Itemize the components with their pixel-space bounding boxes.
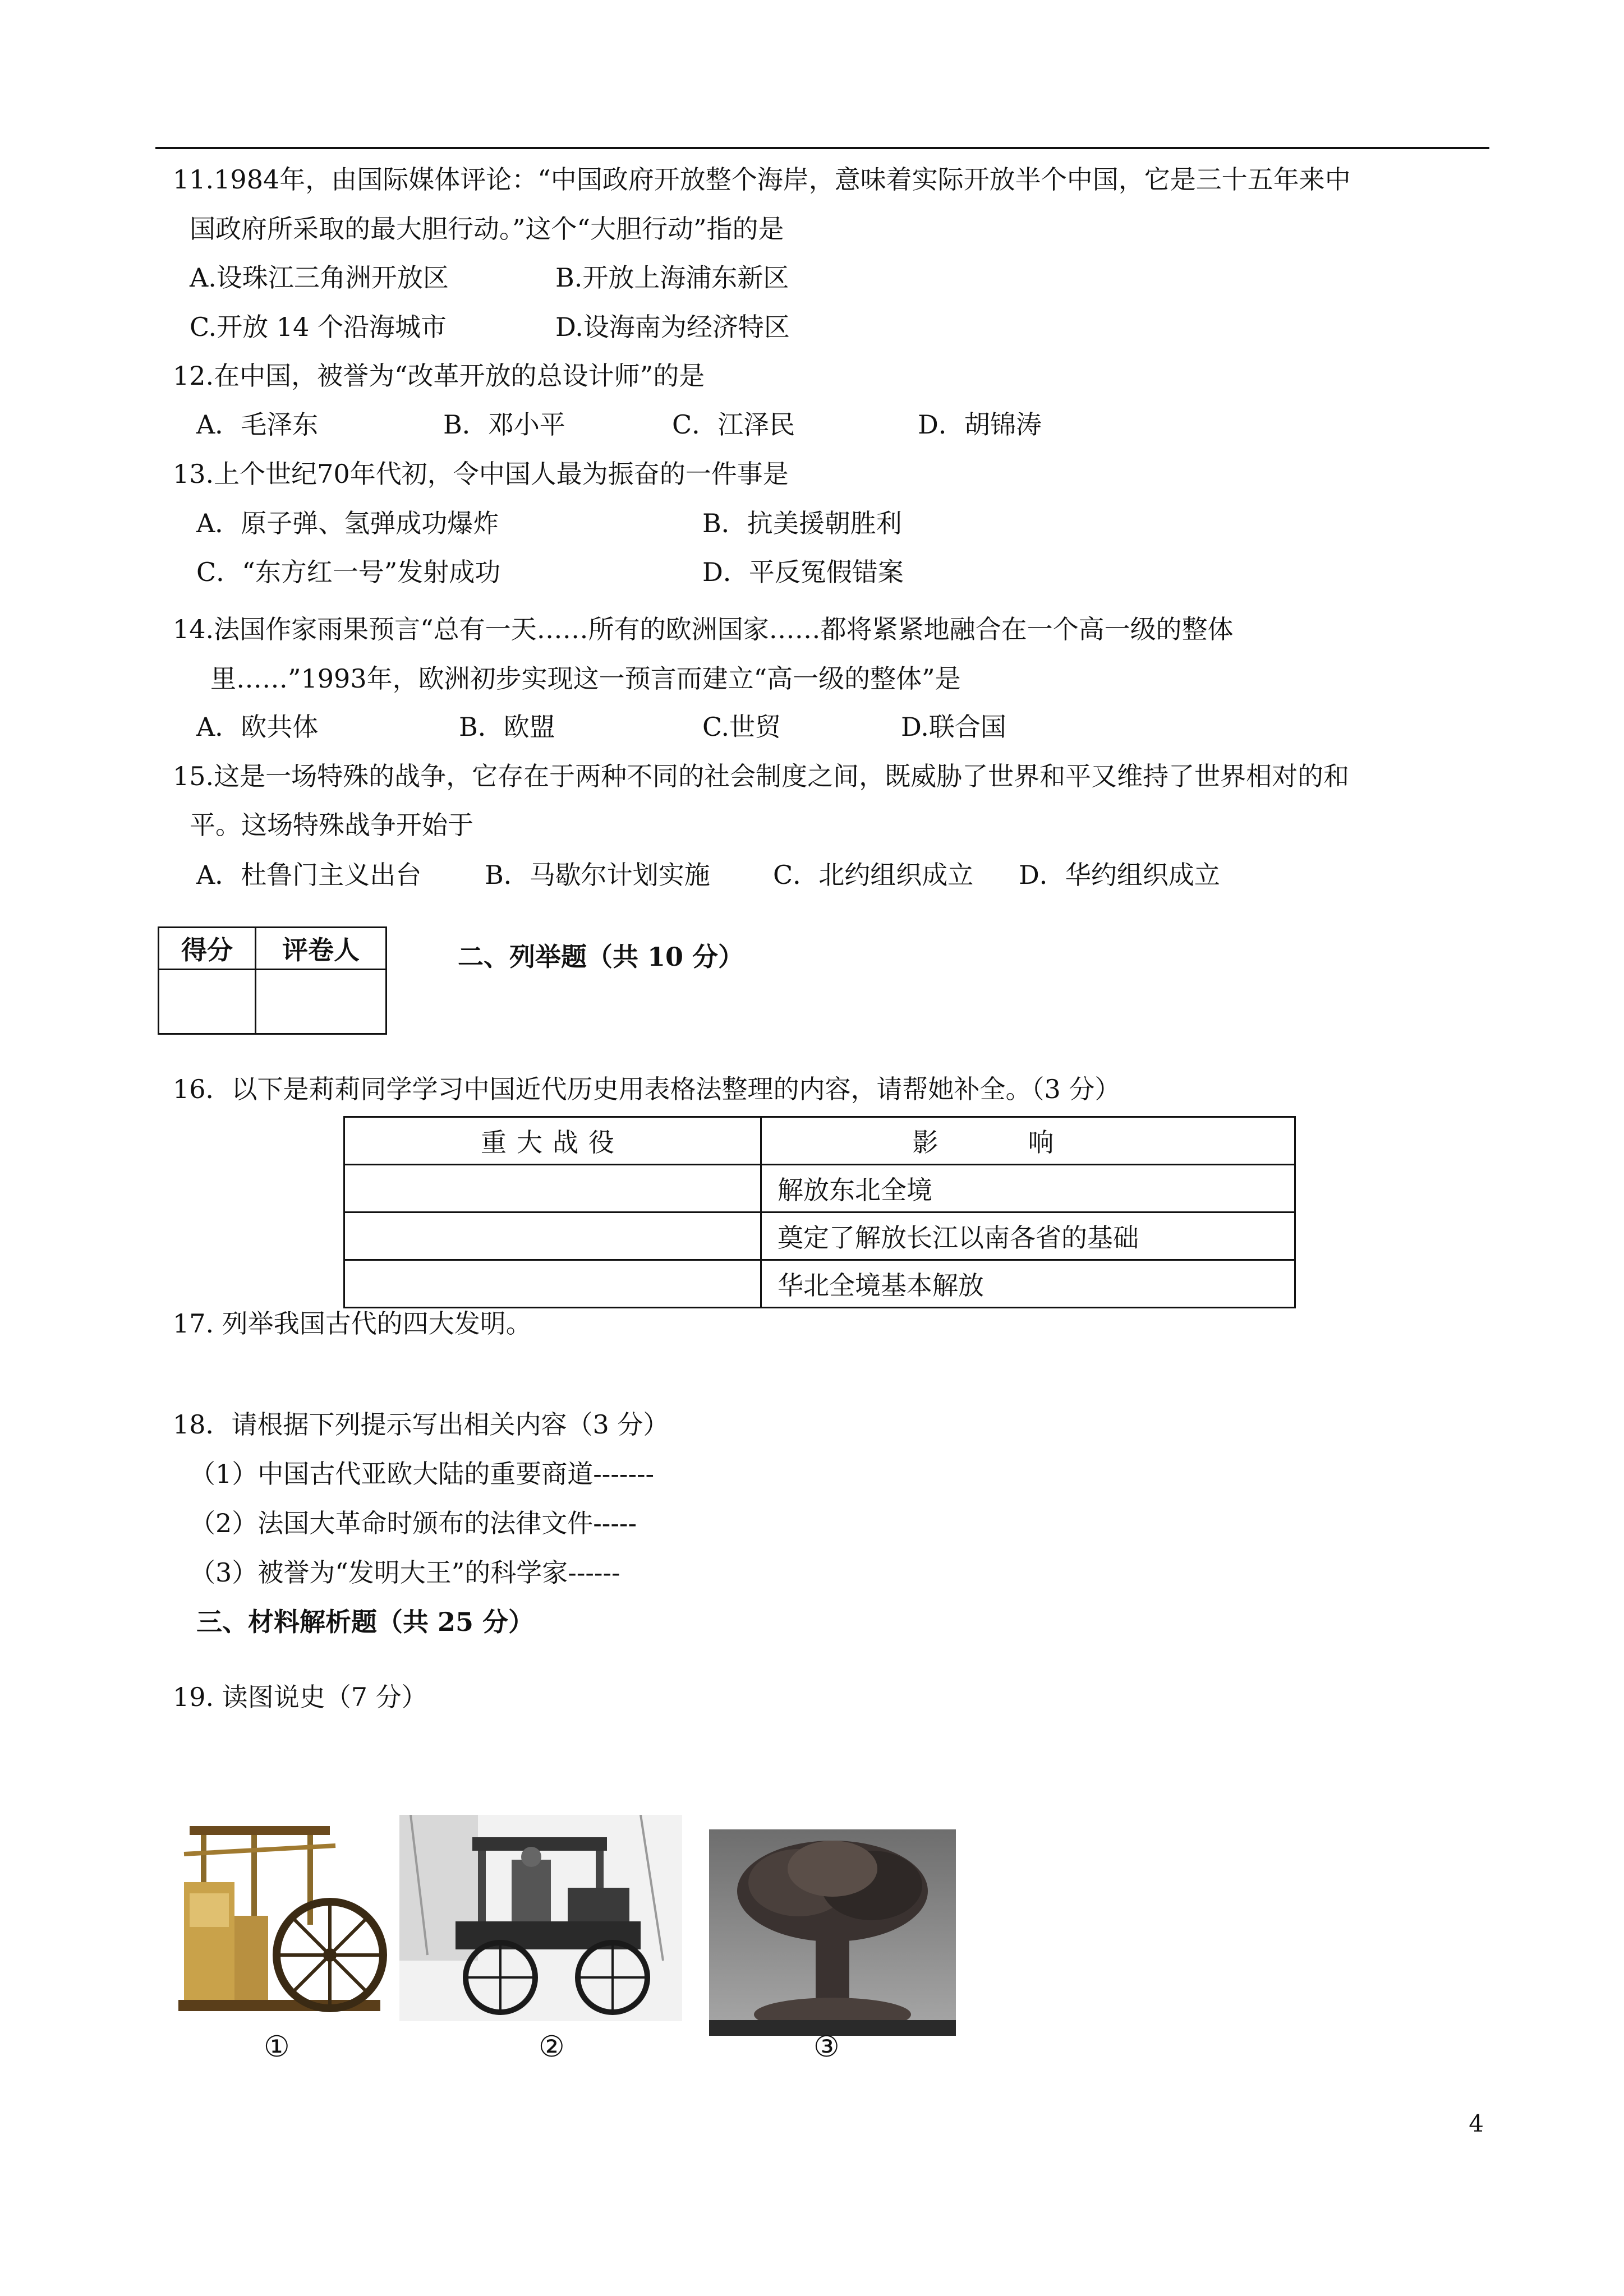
section3-title: 三、材料解析题（共 25 分） [196, 1607, 535, 1637]
q14-option-a: A．欧共体 [196, 712, 319, 742]
q11-option-a: A.设珠江三角洲开放区 [190, 262, 449, 293]
impact-cell-1: 解放东北全境 [761, 1165, 1295, 1212]
battle-blank-1[interactable] [344, 1165, 761, 1212]
q15-line2: 平。这场特殊战争开始于 [190, 810, 473, 840]
q18-item-2: （2）法国大革命时颁布的法律文件----- [190, 1508, 637, 1538]
q15-option-c: C．北约组织成立 [773, 860, 974, 890]
q14-option-d: D.联合国 [901, 712, 1006, 742]
grader-cell [256, 970, 387, 1034]
figure-caption-2: ② [539, 2030, 565, 2064]
header-battle: 重大战役 [344, 1117, 761, 1165]
q13-option-a: A．原子弹、氢弹成功爆炸 [196, 508, 499, 538]
q17-stem: 17. 列举我国古代的四大发明。 [173, 1308, 532, 1339]
q15-line1: 15.这是一场特殊的战争，它存在于两种不同的社会制度之间，既威胁了世界和平又维持了世界相对的和 [173, 761, 1350, 791]
section2-title: 二、列举题（共 10 分） [458, 942, 744, 972]
q16-stem: 16．以下是莉莉同学学习中国近代历史用表格法整理的内容，请帮她补全。（3 分） [173, 1074, 1121, 1104]
q15-option-d: D．华约组织成立 [1019, 860, 1220, 890]
battle-blank-3[interactable] [344, 1260, 761, 1308]
q13-option-b: B．抗美援朝胜利 [702, 508, 902, 538]
q13-option-d: D．平反冤假错案 [702, 557, 904, 587]
battle-blank-2[interactable] [344, 1212, 761, 1260]
q13-stem: 13.上个世纪70年代初，令中国人最为振奋的一件事是 [173, 459, 789, 489]
q18-item-1: （1）中国古代亚欧大陆的重要商道------- [190, 1459, 655, 1489]
table-header-row [344, 1117, 1295, 1165]
figure-caption-1: ① [264, 2030, 290, 2064]
header-impact: 影响 [761, 1117, 1295, 1165]
header-rule [155, 147, 1489, 149]
q13-option-c: C．“东方红一号”发射成功 [196, 557, 501, 587]
table-row [344, 1165, 1295, 1212]
score-cell [159, 970, 256, 1034]
score-box [158, 926, 387, 1035]
steam-engine-image [167, 1815, 387, 2021]
q12-stem: 12.在中国，被誉为“改革开放的总设计师”的是 [173, 361, 705, 391]
q12-option-d: D．胡锦涛 [918, 409, 1042, 440]
q11-option-d: D.设海南为经济特区 [555, 312, 790, 342]
q18-stem: 18．请根据下列提示写出相关内容（3 分） [173, 1409, 669, 1440]
q18-item-3: （3）被誉为“发明大王”的科学家------ [190, 1557, 620, 1588]
table-row [344, 1260, 1295, 1308]
q12-option-c: C．江泽民 [672, 409, 795, 440]
impact-cell-2: 奠定了解放长江以南各省的基础 [761, 1212, 1295, 1260]
q12-option-b: B．邓小平 [443, 409, 565, 440]
q15-option-a: A．杜鲁门主义出台 [196, 860, 422, 890]
q14-option-b: B．欧盟 [459, 712, 555, 742]
table-row [344, 1212, 1295, 1260]
q11-option-c: C.开放 14 个沿海城市 [190, 312, 447, 342]
q19-stem: 19. 读图说史（7 分） [173, 1682, 427, 1712]
q11-line2: 国政府所采取的最大胆行动。”这个“大胆行动”指的是 [190, 214, 784, 244]
figure-caption-3: ③ [813, 2030, 840, 2064]
q14-option-c: C.世贸 [702, 712, 781, 742]
q15-option-b: B．马歇尔计划实施 [485, 860, 710, 890]
q14-line1: 14.法国作家雨果预言“总有一天……所有的欧洲国家……都将紧紧地融合在一个高一级的整体 [173, 614, 1234, 644]
q11-line1: 11.1984年，由国际媒体评论：“中国政府开放整个海岸，意味着实际开放半个中国，它是三十五年来中 [173, 164, 1351, 195]
early-automobile-image [399, 1815, 682, 2021]
mushroom-cloud-image [709, 1829, 956, 2036]
q14-line2: 里……”1993年，欧洲初步实现这一预言而建立“高一级的整体”是 [210, 663, 961, 694]
q12-option-a: A．毛泽东 [196, 409, 319, 440]
score-label: 得分 [159, 928, 256, 970]
page-number: 4 [1469, 2110, 1484, 2137]
impact-cell-3: 华北全境基本解放 [761, 1260, 1295, 1308]
q11-option-b: B.开放上海浦东新区 [555, 262, 789, 293]
grader-label: 评卷人 [256, 928, 387, 970]
battle-table [343, 1116, 1296, 1308]
